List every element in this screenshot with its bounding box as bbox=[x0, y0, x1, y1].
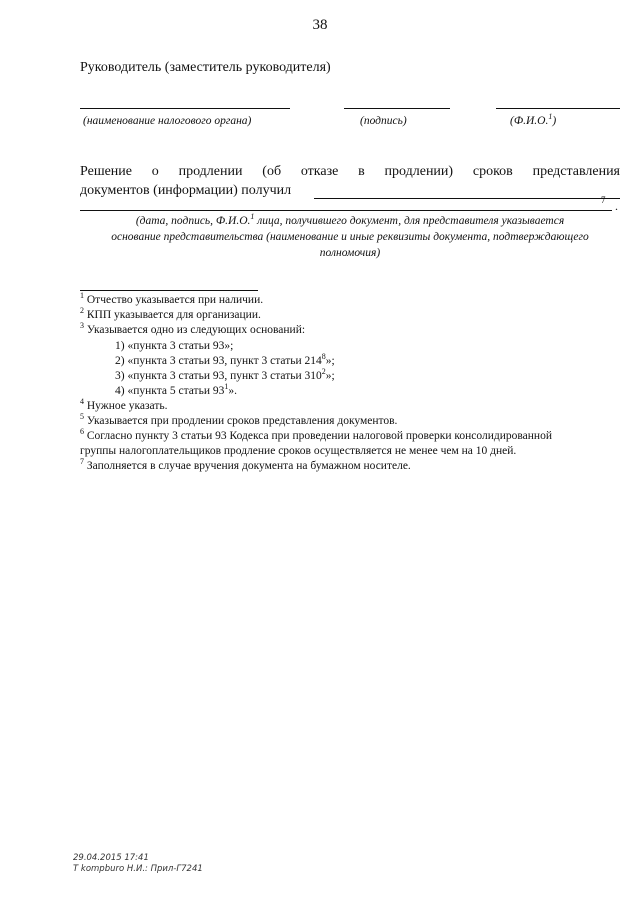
caption-org: (наименование налогового органа) bbox=[83, 115, 252, 127]
footnote-3-option-4: 4) «пункта 5 статьи $93^1$». bbox=[115, 382, 237, 397]
footnote-1: $^1$ Отчество указывается при наличии. bbox=[80, 291, 264, 306]
footnote-6: $^6$ Согласно пункту 3 статьи 93 Кодекса при проведении налоговой проверки консолидированной bbox=[80, 427, 552, 442]
footnote-3-option-3: 3) «пункта 3 статьи 93, пункт 3 статьи $310^2$»; bbox=[115, 367, 335, 382]
footnote-ref-7: 7 bbox=[601, 195, 606, 205]
footnote-7: $^7$ Заполняется в случае вручения документа на бумажном носителе. bbox=[80, 457, 411, 472]
signature-line bbox=[344, 108, 450, 109]
footnote-separator bbox=[80, 290, 258, 291]
decision-text-line2: документов (информации) получил bbox=[80, 183, 292, 198]
footnote-3-option-1: 1) «пункта 3 статьи 93»; bbox=[115, 340, 234, 352]
line-end-dot: . bbox=[615, 199, 618, 213]
print-path-stamp: Т kompburo Н.И.: Прил-Г7241 bbox=[73, 864, 203, 874]
receiver-caption: (дата, подпись, Ф.И.О.$^1$ лица, получившего документ, для представителя указывается основание представительства (наименование и иные реквизиты документа, подтверждающего полномочия) bbox=[111, 212, 589, 259]
receiver-line-2 bbox=[80, 210, 612, 211]
caption-signature: (подпись) bbox=[360, 115, 407, 127]
footnote-3-option-2: 2) «пункта 3 статьи 93, пункт 3 статьи $214^8$»; bbox=[115, 352, 335, 367]
org-name-line bbox=[80, 108, 290, 109]
footnote-2: $^2$ КПП указывается для организации. bbox=[80, 306, 261, 321]
page-number: 38 bbox=[312, 17, 328, 33]
fio-line bbox=[496, 108, 620, 109]
footnote-4: $^4$ Нужное указать. bbox=[80, 397, 168, 412]
head-label: Руководитель (заместитель руководителя) bbox=[80, 60, 331, 75]
footnote-ref: 1 bbox=[548, 112, 553, 122]
decision-text-line1: Решение о продлении (об отказе в продлении) сроков представления bbox=[80, 164, 620, 179]
print-date-stamp: 29.04.2015 17:41 bbox=[73, 853, 149, 863]
footnote-5: $^5$ Указывается при продлении сроков представления документов. bbox=[80, 412, 398, 427]
caption-fio: (Ф.И.О.$^1$) bbox=[510, 112, 557, 127]
footnote-6-line2: группы налогоплательщиков продление сроков осуществляется не менее чем на 10 дней. bbox=[80, 445, 517, 457]
footnote-3: $^3$ Указывается одно из следующих оснований: bbox=[80, 321, 306, 336]
receiver-line-1 bbox=[314, 198, 620, 199]
